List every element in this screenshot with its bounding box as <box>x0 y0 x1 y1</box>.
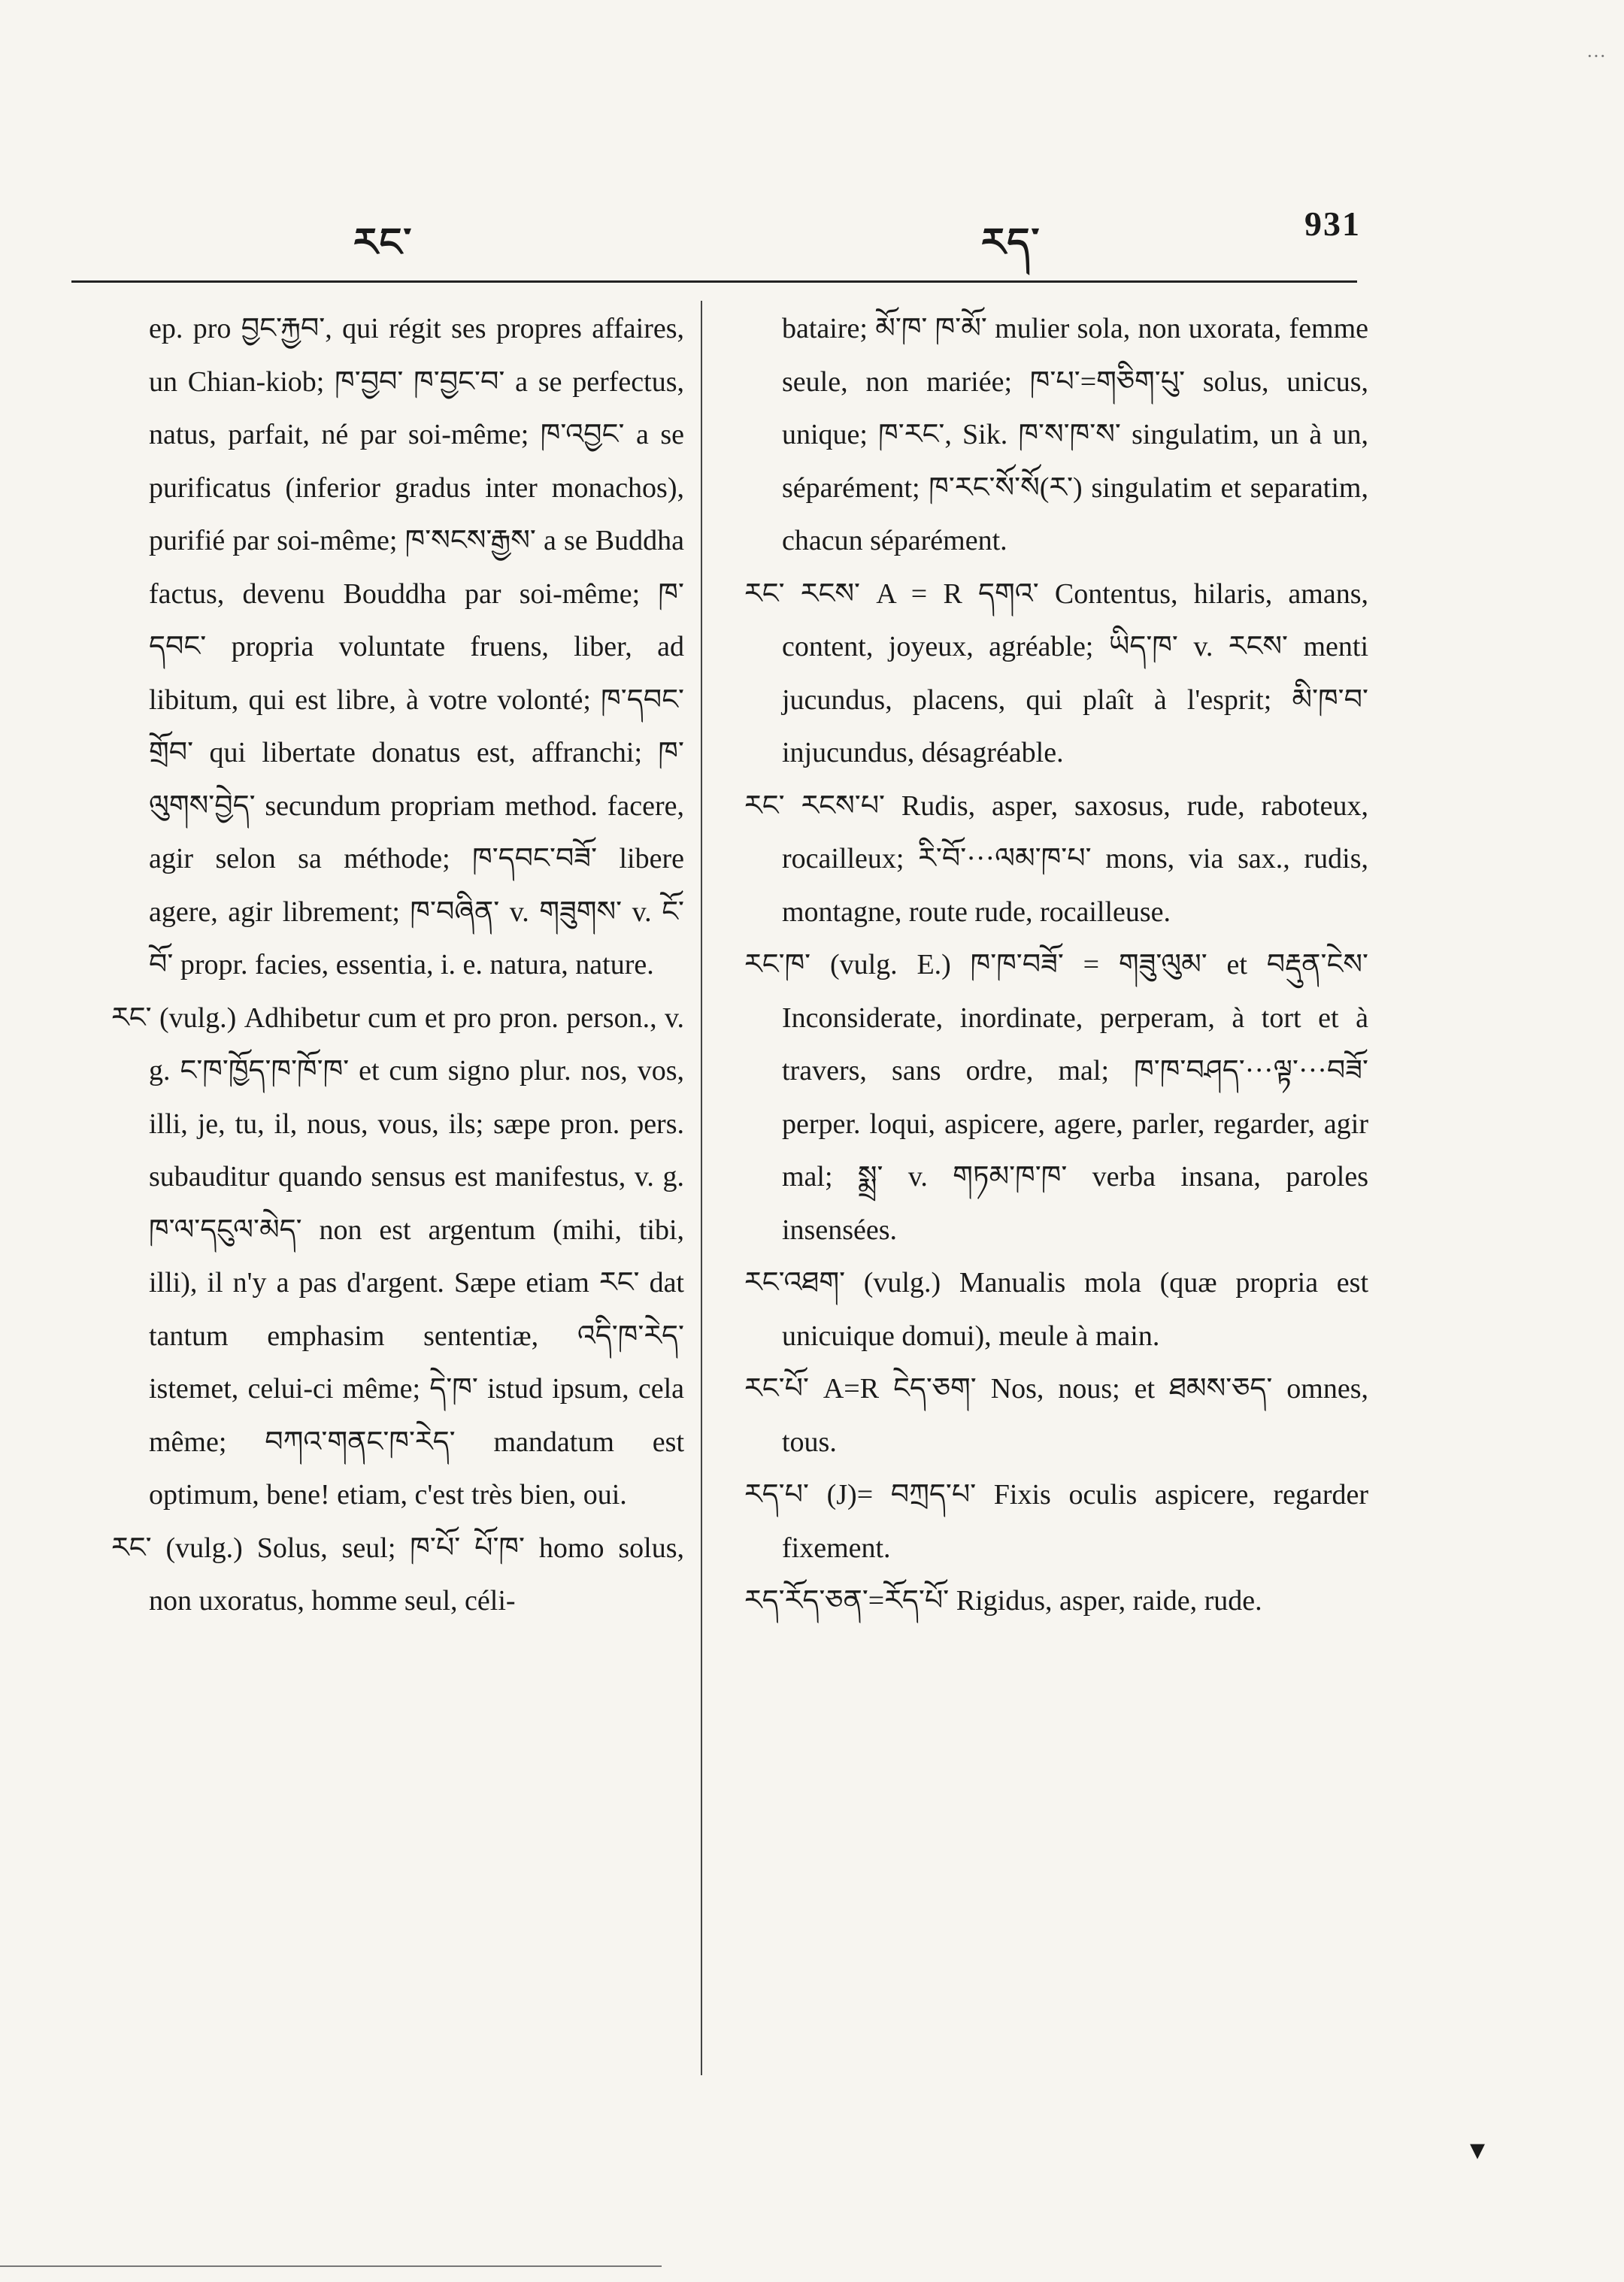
left-guide-word: རང་ <box>353 220 414 265</box>
page-number: 931 <box>1304 205 1361 243</box>
bottom-rule <box>0 2265 662 2267</box>
dictionary-entry: རང་ (vulg.) Solus, seul; ཁ་པོ་ པོ་ཁ་ homo solus, non uxoratus, homme seul, céli- <box>111 1532 684 1617</box>
dictionary-entry: རང་ (vulg.) Adhibetur cum et pro pron. person., v. g. ང་ཁ་ཁྱོད་ཁ་ཁོ་ཁ་ et cum signo plur. nos, vos, illi, je, tu, il, nous, vous, ils; sæpe pron. pers. subauditur quando sensus est manifestus, v. g. ཁ་ལ་དངུལ་མེད་ non est argentum (mihi, tibi, illi), il n'y a pas d'argent. Sæpe etiam རང་ dat tantum emphasim sententiæ, འདི་ཁ་རེད་ istemet, celui-ci même; དེ་ཁ་ istud ipsum, cela même; བཀའ་གནང་ཁ་རེད་ mandatum est optimum, bene! etiam, c'est très bien, oui. <box>111 1002 684 1511</box>
dictionary-entry: རང་ རངས་ A = R དགའ་ Contentus, hilaris, amans, content, joyeux, agréable; ཡིད་ཁ་ v. རངས་ menti jucundus, placens, qui plaît à l'esprit; མི་ཁ་བ་ injucundus, désagréable. <box>744 577 1368 768</box>
center-guide-word: རད་ <box>981 220 1041 265</box>
entry-continuation: bataire; མོ་ཁ་ ཁ་མོ་ mulier sola, non uxorata, femme seule, non mariée; ཁ་པ་=གཅིག་པུ་ solus, unicus, unique; ཁ་རང་, Sik. ཁ་ས་ཁ་ས་ singulatim, un à un, séparément; ཁ་རང་སོ་སོ(ར་) singulatim et separatim, chacun séparément. <box>782 313 1368 556</box>
column-divider <box>701 301 702 2075</box>
running-head <box>0 199 1624 265</box>
corner-ornament: ··· <box>1586 45 1606 67</box>
dictionary-entry: རང་འཐག་ (vulg.) Manualis mola (quæ propria est unicuique domui), meule à main. <box>744 1267 1368 1352</box>
dictionary-entry: རང་པོ་ A=R ངེད་ཅག་ Nos, nous; et ཐམས་ཅད་ omnes, tous. <box>744 1373 1368 1458</box>
left-column <box>111 302 684 1628</box>
entry-continuation: ep. pro བྱང་རྐྱབ་, qui régit ses propres affaires, un Chian-kiob; ཁ་བྱབ་ ཁ་བྱང་བ་ a se perfectus, natus, parfait, né par soi-même; ཁ་འབྱང་ a se purificatus (inferior gradus inter monachos), purifié par soi-même; ཁ་སངས་རྒྱས་ a se Buddha factus, devenu Bouddha par soi-même; ཁ་དབང་ propria voluntate fruens, liber, ad libitum, qui est libre, à votre volonté; ཁ་དབང་གྲོབ་ qui libertate donatus est, affranchi; ཁ་ལུགས་བྱེད་ secundum propriam method. facere, agir selon sa méthode; ཁ་དབང་བཟོ་ libere agere, agir librement; ཁ་བཞིན་ v. གཟུགས་ v. ངོ་བོ་ propr. facies, essentia, i. e. natura, nature. <box>149 313 684 980</box>
dictionary-entry: རད་པ་ (J)= བཀྲད་པ་ Fixis oculis aspicere, regarder fixement. <box>744 1479 1368 1564</box>
dictionary-entry: རང་ཁ་ (vulg. E.) ཁ་ཁ་བཟོ་ = གཟུ་ལུམ་ et བརྡུན་ངེས་ Inconsiderate, inordinate, perperam, à tort et à travers, sans ordre, mal; ཁ་ཁ་བཤད་···ལྟ་···བཟོ་ perper. loqui, aspicere, agere, parler, regarder, agir mal; སྨྲ་ v. གཏམ་ཁ་ཁ་ verba insana, paroles insensées. <box>744 949 1368 1246</box>
header-rule <box>71 280 1357 283</box>
margin-mark: ▾ <box>1470 2132 1486 2166</box>
dictionary-entry: རད་རོད་ཅན་=རོད་པོ་ Rigidus, asper, raide, rude. <box>744 1585 1262 1617</box>
right-column <box>744 302 1368 1628</box>
dictionary-entry: རང་ རངས་པ་ Rudis, asper, saxosus, rude, raboteux, rocailleux; རི་བོ་···ལམ་ཁ་པ་ mons, via sax., rudis, montagne, route rude, rocailleuse. <box>744 789 1368 928</box>
